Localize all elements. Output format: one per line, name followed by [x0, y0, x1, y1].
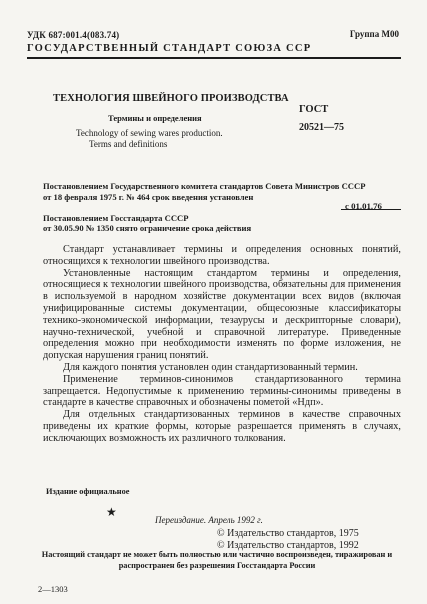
- decree-line-2: от 18 февраля 1975 г. № 464 срок введения установлен: [43, 192, 254, 202]
- body-paragraph: Стандарт устанавливает термины и определения основных понятий, относящихся к технологии швейного производства.: [43, 244, 401, 267]
- gost-number: 20521—75: [299, 122, 344, 133]
- copyright-1975: © Издательство стандартов, 1975: [217, 528, 359, 539]
- header-divider: [27, 57, 401, 59]
- decree-line-3: Постановлением Госстандарта СССР: [43, 213, 189, 223]
- reprint-note: Переиздание. Апрель 1992 г.: [155, 515, 263, 525]
- copyright-1992: © Издательство стандартов, 1992: [217, 540, 359, 551]
- body-text: [43, 244, 401, 445]
- body-paragraph: Для каждого понятия установлен один стандартизованный термин.: [63, 361, 358, 373]
- decree-line-4: от 30.05.90 № 1350 снято ограничение срока действия: [43, 223, 252, 233]
- effective-date: с 01.01.76: [345, 201, 382, 211]
- udk-code: УДК 687:001.4(083.74): [27, 30, 120, 40]
- body-paragraph: Для отдельных стандартизованных терминов в качестве справочных приведены их краткие формы, которые разрешается применять в случаях, исключающих возможность их различного толкования.: [43, 409, 401, 444]
- decree-line-1: Постановлением Государственного комитета стандартов Совета Министров СССР: [43, 181, 366, 191]
- state-standard-heading: ГОСУДАРСТВЕННЫЙ СТАНДАРТ СОЮЗА ССР: [27, 43, 312, 54]
- body-paragraph: Установленные настоящим стандартом термины и определения, относящиеся к технологии швейного производства, обязательны для применения в используемой в народном хозяйстве документации всех видов (включая унифицированные системы документации, общесоюзные классификаторы технико-экономической информации, тезаурусы и дескрипторные словари), научно-технической, учебной и справочной литературе. Приведенные определения можно при необходимости изменять по форме изложения, не допуская нарушения границ понятий.: [43, 267, 401, 362]
- english-title-line2: Terms and definitions: [89, 139, 168, 149]
- official-edition-label: Издание официальное: [46, 487, 130, 496]
- gost-label: ГОСТ: [299, 104, 329, 115]
- document-subtitle: Термины и определения: [108, 113, 202, 123]
- star-icon: ★: [106, 505, 117, 519]
- reproduction-notice: Настоящий стандарт не может быть полностью или частично воспроизведен, тиражирован и распространен без разрешения Госстандарта России: [41, 550, 393, 570]
- group-code: Группа М00: [349, 29, 399, 39]
- page-code: 2—1303: [38, 584, 68, 594]
- english-title-line1: Technology of sewing wares production.: [76, 128, 223, 138]
- document-title: ТЕХНОЛОГИЯ ШВЕЙНОГО ПРОИЗВОДСТВА: [53, 93, 289, 104]
- date-divider: [341, 209, 401, 210]
- body-paragraph: Применение терминов-синонимов стандартизованного термина запрещается. Недопустимые к применению термины-синонимы приведены в стандарте в качестве справочных и обозначены пометой «Ндп».: [43, 373, 401, 409]
